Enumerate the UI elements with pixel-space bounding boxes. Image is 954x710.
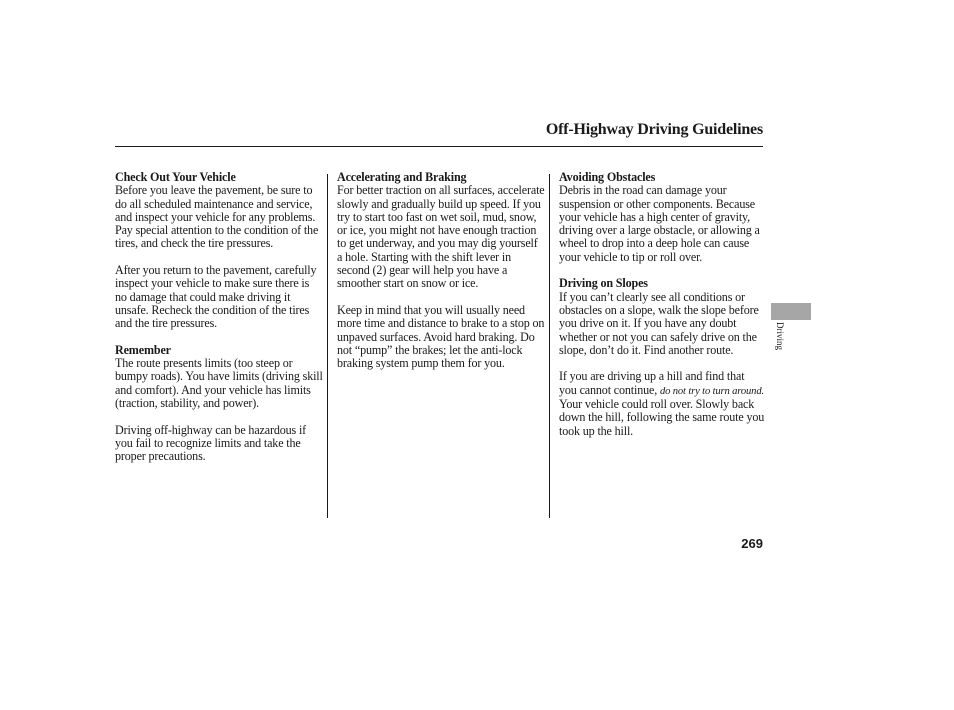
section-tab-label [764,322,784,362]
section-heading: Avoiding Obstacles [559,170,656,184]
page-title: Off-Highway Driving Guidelines [545,121,763,138]
paragraph: The route presents limits (too steep or bumpy roads). You have limits (driving skill and comfort). And your vehicle has limits (traction, stability, and power). [115,356,323,411]
title-rule [115,146,763,147]
section-heading: Accelerating and Braking [337,170,467,184]
section-heading: Check Out Your Vehicle [115,170,236,184]
italic-warning: do not try to turn around. [659,385,764,397]
section-accelerating-braking [337,171,545,370]
column-divider-right [549,174,550,518]
column-divider-left [327,174,328,518]
section-remember [115,344,323,464]
section-check-out-vehicle [115,171,323,331]
section-tab-text: Driving [775,322,785,350]
text-column-2 [337,171,545,370]
paragraph: After you return to the pavement, carefully inspect your vehicle to make sure there is no damage that could make driving it unsafe. Recheck the condition of the tires and the tire pressures. [115,263,317,331]
paragraph-mixed [559,370,765,437]
section-driving-on-slopes [559,277,765,438]
paragraph: Before you leave the pavement, be sure to do all scheduled maintenance and service, and inspect your vehicle for any problems. Pay special attention to the condition of the tires, and check the tire pressures. [115,183,319,251]
section-heading: Remember [115,342,171,357]
text-run: If you are driving up a hill and find that you cannot continue, [559,369,745,397]
section-avoiding-obstacles [559,171,765,264]
paragraph: For better traction on all surfaces, accelerate slowly and gradually build up speed. If you try to start too fast on wet soil, mud, snow, or ice, you might not have enough traction to get underway, and you may dig yourself a hole. Starting with the shift lever in second (2) gear will help you have a smoother start on snow or ice. [337,183,545,291]
paragraph: If you can’t clearly see all conditions or obstacles on a slope, walk the slope before you drive on it. If you have any doubt whether or not you can safely drive on the slope, don’t do it. Find another route. [559,289,759,357]
section-heading: Driving on Slopes [559,276,648,291]
paragraph: Debris in the road can damage your suspension or other components. Because your vehicle has a high center of gravity, driving over a large obstacle, or allowing a wheel to drop into a deep hole can cause your vehicle to tip or roll over. [559,183,760,264]
section-tab-marker [771,303,811,320]
text-column-3 [559,171,765,438]
page-number: 269 [741,536,763,551]
text-run: Your vehicle could roll over. Slowly back down the hill, following the same route you took up the hill. [559,397,765,438]
text-column-1 [115,171,323,464]
paragraph: Driving off-highway can be hazardous if you fail to recognize limits and take the proper precautions. [115,422,307,464]
paragraph: Keep in mind that you will usually need more time and distance to brake to a stop on unpaved surfaces. Avoid hard braking. Do not “pump” the brakes; let the anti-lock braking system pump them for you. [337,302,545,371]
